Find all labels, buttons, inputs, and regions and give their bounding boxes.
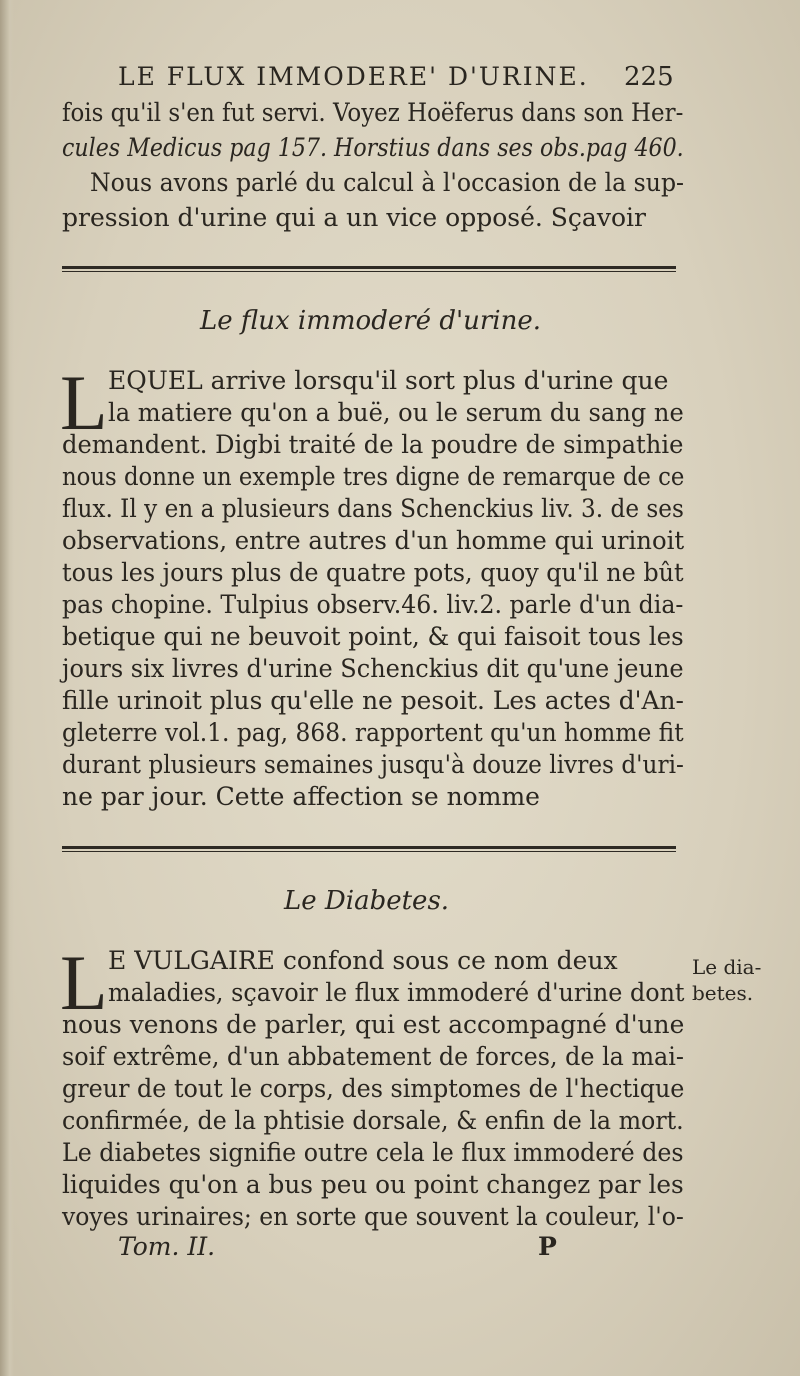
body-line: nous donne un exemple tres digne de remarque de ce	[62, 462, 685, 491]
margin-note-line: Le dia-	[692, 955, 762, 979]
body-line: fille urinoit plus qu'elle ne pesoit. Les actes d'An-	[62, 686, 684, 715]
intro-line: pression d'urine qui a un vice opposé. Sçavoir	[62, 203, 646, 232]
body-line: liquides qu'on a bus peu ou point changez par les	[62, 1170, 684, 1199]
intro-line: cules Medicus pag 157. Horstius dans ses obs.pag 460.	[62, 133, 684, 162]
body-line: la matiere qu'on a buë, ou le serum du sang ne	[108, 398, 684, 427]
body-line: voyes urinaires; en sorte que souvent la couleur, l'o-	[62, 1202, 684, 1231]
section-rule-thin	[62, 271, 676, 272]
page-gutter-shadow	[0, 0, 14, 1376]
section-title: Le flux immoderé d'urine.	[200, 306, 541, 336]
body-line: greur de tout le corps, des simptomes de l'hectique	[62, 1074, 685, 1103]
drop-cap: L	[60, 939, 108, 1026]
body-line: observations, entre autres d'un homme qui urinoit	[62, 526, 685, 555]
body-line: demandent. Digbi traité de la poudre de simpathie	[62, 430, 684, 459]
body-line: nous venons de parler, qui est accompagné d'une	[62, 1010, 685, 1039]
running-head-title: LE FLUX IMMODERE' D'URINE.	[118, 62, 589, 91]
intro-line: Nous avons parlé du calcul à l'occasion de la sup-	[90, 168, 685, 197]
section-title: Le Diabetes.	[284, 886, 450, 916]
body-line: E VULGAIRE confond sous ce nom deux	[108, 946, 618, 975]
body-line: ne par jour. Cette affection se nomme	[62, 782, 540, 811]
margin-note-line: betes.	[692, 981, 754, 1005]
body-line: confirmée, de la phtisie dorsale, & enfin de la mort.	[62, 1106, 684, 1135]
body-line: durant plusieurs semaines jusqu'à douze livres d'uri-	[62, 750, 684, 779]
drop-cap: L	[60, 359, 108, 446]
page-number: 225	[624, 62, 674, 92]
body-line: EQUEL arrive lorsqu'il sort plus d'urine que	[108, 366, 669, 395]
body-line: jours six livres d'urine Schenckius dit qu'une jeune	[62, 654, 684, 683]
body-line: gleterre vol.1. pag, 868. rapportent qu'un homme fit	[62, 718, 684, 747]
body-line: pas chopine. Tulpius observ.46. liv.2. parle d'un dia-	[62, 590, 684, 619]
body-line: soif extrême, d'un abbatement de forces, de la mai-	[62, 1042, 684, 1071]
body-line: flux. Il y en a plusieurs dans Schenckius liv. 3. de ses	[62, 494, 684, 523]
volume-footer: Tom. II.	[118, 1232, 216, 1261]
section-rule	[62, 846, 676, 849]
body-line: betique qui ne beuvoit point, & qui faisoit tous les	[62, 622, 684, 651]
section-rule	[62, 266, 676, 269]
body-line: maladies, sçavoir le flux immoderé d'urine dont	[108, 978, 685, 1007]
section-rule-thin	[62, 851, 676, 852]
signature-mark: P	[538, 1232, 557, 1261]
body-line: tous les jours plus de quatre pots, quoy qu'il ne bût	[62, 558, 684, 587]
body-line: Le diabetes signifie outre cela le flux immoderé des	[62, 1138, 684, 1167]
intro-line: fois qu'il s'en fut servi. Voyez Hoëferus dans son Her-	[62, 98, 684, 127]
